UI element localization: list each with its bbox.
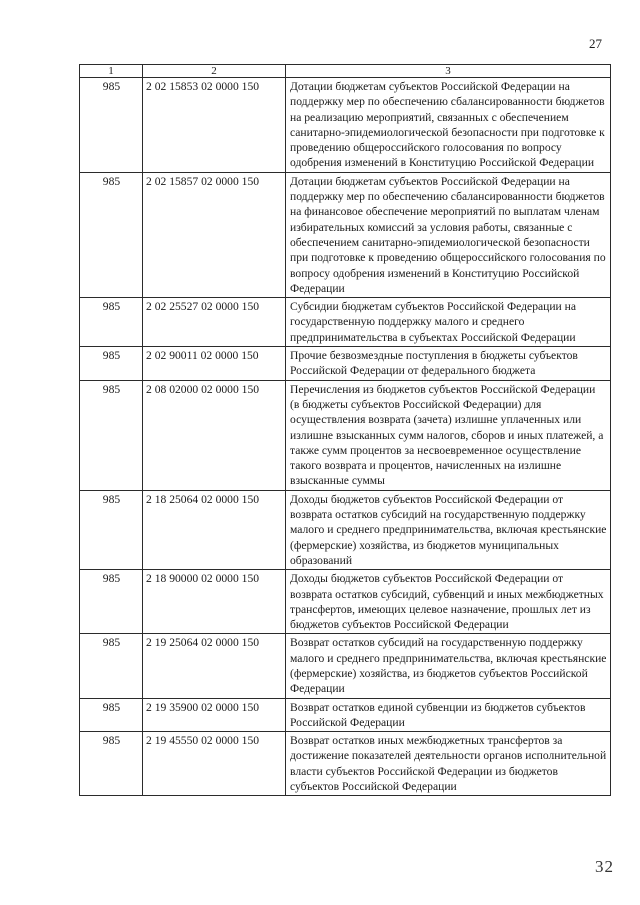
admin-code-cell: 985 [80,347,143,381]
budget-code-cell: 2 02 25527 02 0000 150 [143,298,286,347]
table-row [80,698,611,732]
admin-code-cell: 985 [80,490,143,569]
budget-code-cell: 2 02 15853 02 0000 150 [143,78,286,173]
description-cell: Дотации бюджетам субъектов Российской Федерации на поддержку мер по обеспечению сбалансированности бюджетов на финансовое обеспечение мероприятий по выплатам членам избирательных комиссий за условия работы, связанные с обеспечением санитарно-эпидемиологической безопасности при подготовке к проведению общероссийского голосования по вопросу одобрения изменений в Конституцию Российской Федерации [286,172,611,297]
admin-code-cell: 985 [80,698,143,732]
budget-code-cell: 2 19 45550 02 0000 150 [143,732,286,796]
table-row [80,380,611,490]
description-cell: Возврат остатков единой субвенции из бюджетов субъектов Российской Федерации [286,698,611,732]
revenue-codes-table [79,64,611,796]
budget-code-cell: 2 19 35900 02 0000 150 [143,698,286,732]
description-cell: Субсидии бюджетам субъектов Российской Федерации на государственную поддержку малого и среднего предпринимательства в субъектах Российской Федерации [286,298,611,347]
column-header-1: 1 [80,65,143,78]
table-row [80,78,611,173]
table-row [80,172,611,297]
budget-code-cell: 2 02 15857 02 0000 150 [143,172,286,297]
table-header-row [80,65,611,78]
table-row [80,732,611,796]
budget-code-cell: 2 18 25064 02 0000 150 [143,490,286,569]
budget-code-cell: 2 02 90011 02 0000 150 [143,347,286,381]
admin-code-cell: 985 [80,732,143,796]
column-header-3: 3 [286,65,611,78]
description-cell: Прочие безвозмездные поступления в бюджеты субъектов Российской Федерации от федерального бюджета [286,347,611,381]
admin-code-cell: 985 [80,634,143,698]
description-cell: Возврат остатков иных межбюджетных трансфертов за достижение показателей деятельности органов исполнительной власти субъектов Российской Федерации из бюджетов субъектов Российской Федерации [286,732,611,796]
description-cell: Дотации бюджетам субъектов Российской Федерации на поддержку мер по обеспечению сбалансированности бюджетов на реализацию мероприятий, связанных с обеспечением санитарно-эпидемиологической безопасности при подготовке к проведению общероссийского голосования по вопросу одобрения изменений в Конституцию Российской Федерации [286,78,611,173]
page-stamp-mark: 32 [595,857,614,876]
admin-code-cell: 985 [80,172,143,297]
description-cell: Доходы бюджетов субъектов Российской Федерации от возврата остатков субсидий на государственную поддержку малого и среднего предпринимательства, включая крестьянские (фермерские) хозяйства, из бюджетов муниципальных образований [286,490,611,569]
table-row [80,490,611,569]
description-cell: Доходы бюджетов субъектов Российской Федерации от возврата остатков субсидий, субвенций и иных межбюджетных трансфертов, имеющих целевое назначение, прошлых лет из бюджетов субъектов Российской Федерации [286,570,611,634]
table-row [80,298,611,347]
admin-code-cell: 985 [80,298,143,347]
budget-code-cell: 2 18 90000 02 0000 150 [143,570,286,634]
admin-code-cell: 985 [80,78,143,173]
admin-code-cell: 985 [80,570,143,634]
budget-code-cell: 2 19 25064 02 0000 150 [143,634,286,698]
table-row [80,570,611,634]
table-row [80,634,611,698]
table-row [80,347,611,381]
budget-code-cell: 2 08 02000 02 0000 150 [143,380,286,490]
page-number: 27 [589,36,602,51]
revenue-codes-table-wrapper [79,64,610,796]
description-cell: Возврат остатков субсидий на государственную поддержку малого и среднего предпринимательства, включая крестьянские (фермерские) хозяйства, из бюджетов субъектов Российской Федерации [286,634,611,698]
column-header-2: 2 [143,65,286,78]
description-cell: Перечисления из бюджетов субъектов Российской Федерации (в бюджеты субъектов Российской Федерации) для осуществления возврата (зачета) излишне уплаченных или излишне взысканных сумм налогов, сборов и иных платежей, а также сумм процентов за несвоевременное осуществление такого возврата и процентов, начисленных на излишне взысканные суммы [286,380,611,490]
admin-code-cell: 985 [80,380,143,490]
